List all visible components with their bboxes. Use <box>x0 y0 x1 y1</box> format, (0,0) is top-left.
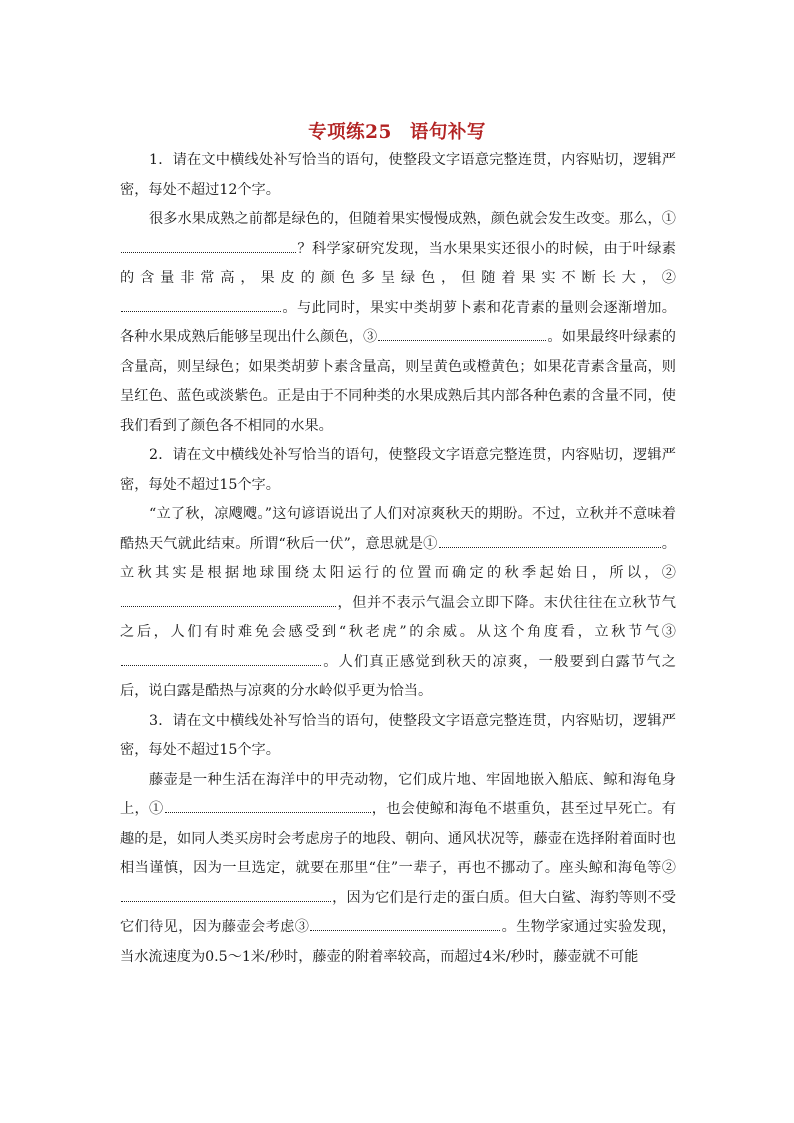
question-3-prompt: 3．请在文中横线处补写恰当的语句，使整段文字语意完整连贯，内容贴切，逻辑严密，每处不超过15个字。 <box>120 712 676 758</box>
question-2-passage <box>120 500 676 707</box>
q3-blank-3[interactable] <box>310 916 500 931</box>
q2-blank-2[interactable] <box>121 592 336 607</box>
q1-text-c: 。与此同时，果实中类胡萝卜素和花青素的量则会逐渐增加。各种水果成熟后能够呈现出什么颜色， <box>120 299 676 345</box>
q2-text-c: ，但并不表示气温会立即下降。末伏往往在立秋节气之后，人们有时难免会感受到“秋老虎”的余威。从这个角度看，立秋节气 <box>120 594 676 640</box>
q1-marker-2: ② <box>661 270 676 286</box>
q3-blank-2[interactable] <box>121 887 331 902</box>
q2-marker-3: ③ <box>661 624 676 640</box>
q1-text-a: 很多水果成熟之前都是绿色的，但随着果实慢慢成熟，颜色就会发生改变。那么， <box>149 211 662 227</box>
q3-text-b: ，也会使鲸和海龟不堪重负，甚至过早死亡。有趣的是，如同人类买房时会考虑房子的地段、朝向、通风状况等，藤壶在选择附着面时也相当谨慎，因为一旦选定，就要在那里“住”一辈子，再也不挪动了。座头鲸和海龟等 <box>120 801 676 876</box>
question-1-passage <box>120 205 676 441</box>
q2-text-a: “立了秋，凉飕飕。”这句谚语说出了人们对凉爽秋天的期盼。不过，立秋并不意味着酷热天气就此结束。所谓“秋后一伏”，意思就是 <box>120 506 676 552</box>
q3-marker-1: ① <box>149 801 164 817</box>
q3-marker-3: ③ <box>294 919 310 935</box>
q2-marker-2: ② <box>661 565 676 581</box>
q3-blank-1[interactable] <box>165 798 371 813</box>
q1-text-d: 。如果最终叶绿素的含量高，则呈绿色；如果类胡萝卜素含量高，则呈黄色或橙黄色；如果花青素含量高，则呈红色、蓝色或淡紫色。正是由于不同种类的水果成熟后其内部各种色素的含量不同，使我们看到了颜色各不相同的水果。 <box>120 329 676 434</box>
q3-text-a: 藤壶是一种生活在海洋中的甲壳动物，它们成片地、牢固地嵌入船底、鲸和海龟身上， <box>120 771 676 817</box>
q2-blank-3[interactable] <box>121 651 321 666</box>
q1-blank-3[interactable] <box>378 326 546 341</box>
q3-marker-2: ② <box>661 860 676 876</box>
question-1-prompt: 1．请在文中横线处补写恰当的语句，使整段文字语意完整连贯，内容贴切，逻辑严密，每处不超过12个字。 <box>120 152 676 198</box>
q1-text-b: ？科学家研究发现，当水果果实还很小的时候，由于叶绿素的含量非常高，果皮的颜色多呈绿色，但随着果实不断长大， <box>120 240 676 286</box>
q3-text-d: 。生物学家通过实验发现，当水流速度为0.5～1米/秒时，藤壶的附着率较高，而超过4米/秒时，藤壶就不可能 <box>120 919 676 965</box>
q1-blank-2[interactable] <box>121 297 281 312</box>
q2-blank-1[interactable] <box>439 533 661 548</box>
q3-text-c: ，因为它们是行走的蛋白质。但大白鲨、海豹等则不受它们待见，因为藤壶会考虑 <box>120 889 676 935</box>
q2-text-b: 。立秋其实是根据地球围绕太阳运行的位置而确定的秋季起始日，所以， <box>120 535 676 581</box>
title-main: 专项练25 <box>308 122 392 143</box>
page-title <box>0 118 794 144</box>
title-sub: 语句补写 <box>409 122 486 143</box>
q2-text-d: 。人们真正感觉到秋天的凉爽，一般要到白露节气之后，说白露是酷热与凉爽的分水岭似乎更为恰当。 <box>120 653 676 699</box>
question-2-prompt: 2．请在文中横线处补写恰当的语句，使整段文字语意完整连贯，内容贴切，逻辑严密，每处不超过15个字。 <box>120 447 676 493</box>
q1-blank-1[interactable] <box>121 238 296 253</box>
question-3-passage <box>120 766 676 973</box>
exercise-content <box>120 146 676 972</box>
q2-marker-1: ① <box>423 535 438 552</box>
q1-marker-1: ① <box>661 211 676 227</box>
q1-marker-3: ③ <box>363 329 378 345</box>
